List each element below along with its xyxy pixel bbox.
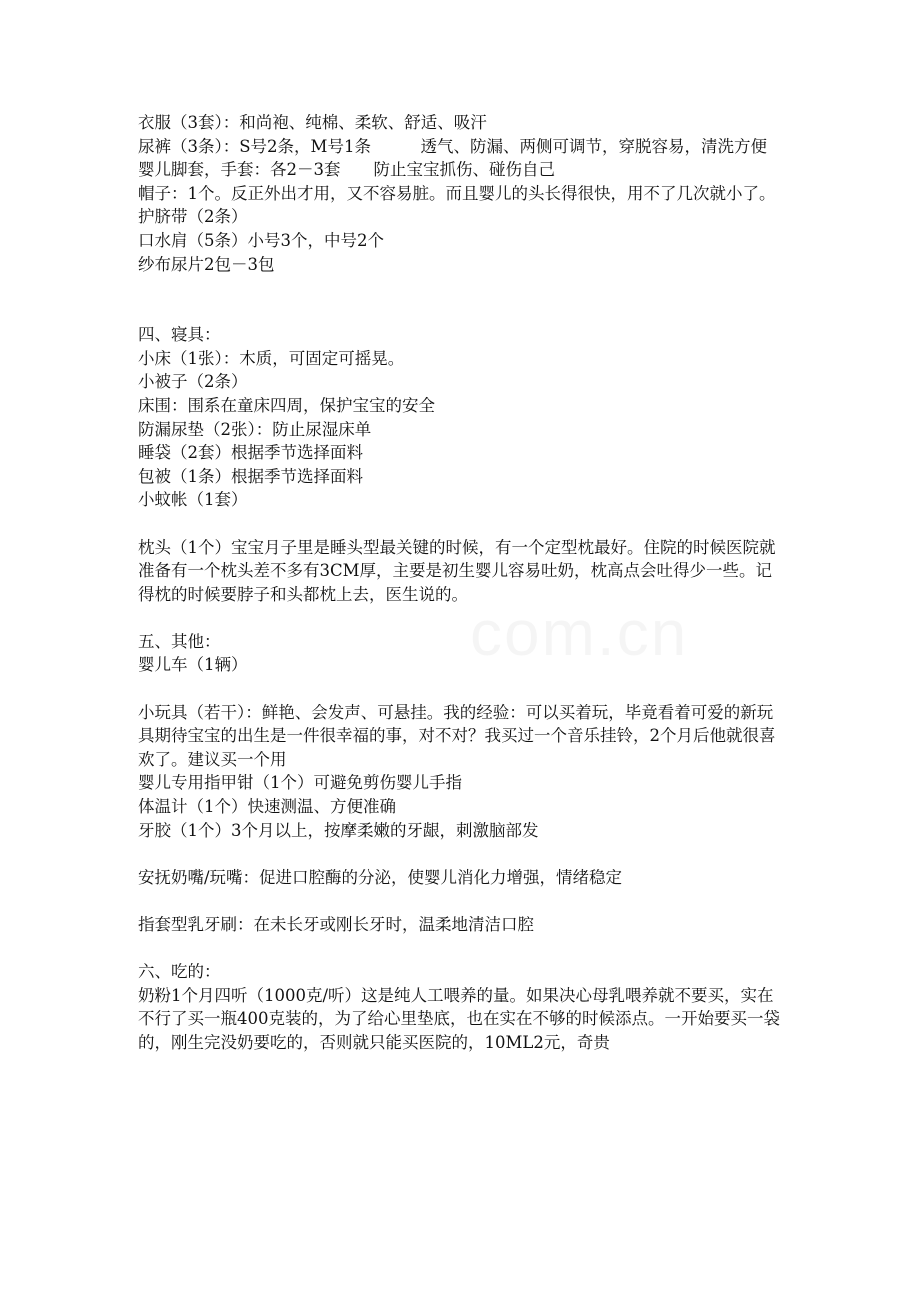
text-line-bibs: 口水肩（5条）小号3个，中号2个 xyxy=(138,230,384,250)
text-line-sleeping-bag: 睡袋（2套）根据季节选择面料 xyxy=(138,443,363,463)
paragraph-formula: 奶粉1个月四听（1000克/听）这是纯人工喂养的量。如果决心母乳喂养就不要买，实在不行了买一瓶400克装的，为了给心里垫底，也在实在不够的时候添点。一开始要买一袋的，刚生完没奶要吃的，否则就只能买医院的，10ML2元，奇贵 xyxy=(138,985,780,1052)
text-line-socks-gloves: 婴儿脚套，手套：各2－3套 防止宝宝抓伤、碰伤自己 xyxy=(138,160,555,180)
paragraph-gap xyxy=(138,276,788,323)
text-line-quilt: 小被子（2条） xyxy=(138,372,248,392)
section-heading-food: 六、吃的： xyxy=(138,962,221,982)
text-line-diapers: 尿裤（3条）：S号2条，M号1条 透气、防漏、两侧可调节，穿脱容易，清洗方便 xyxy=(138,136,767,156)
text-line-swaddle: 包被（1条）根据季节选择面料 xyxy=(138,466,363,486)
paragraph-gap xyxy=(138,889,788,913)
section-heading-bedding: 四、寝具： xyxy=(138,325,221,345)
text-line-bumper: 床围：围系在童床四周，保护宝宝的安全 xyxy=(138,395,435,415)
text-line-toothbrush: 指套型乳牙刷：在未长牙或刚长牙时，温柔地清洁口腔 xyxy=(138,915,534,934)
paragraph-gap xyxy=(138,606,788,630)
text-line-thermometer: 体温计（1个）快速测温、方便准确 xyxy=(138,797,396,817)
text-line-crib: 小床（1张）：木质，可固定可摇晃。 xyxy=(138,348,405,368)
paragraph-gap xyxy=(138,512,788,536)
section-heading-other: 五、其他： xyxy=(138,631,221,651)
paragraph-pillow: 枕头（1个）宝宝月子里是睡头型最关键的时候，有一个定型枕最好。住院的时候医院就准备有一个枕头差不多有3CM厚，主要是初生婴儿容易吐奶，枕高点会吐得少一些。记得枕的时候要脖子和头都枕上去，医生说的。 xyxy=(138,537,776,604)
text-line-clothes: 衣服（3套）：和尚袍、纯棉、柔软、舒适、吸汗 xyxy=(138,113,487,132)
text-line-navel-band: 护脐带（2条） xyxy=(138,207,248,227)
paragraph-gap xyxy=(138,937,788,961)
text-line-mosquito-net: 小蚊帐（1套） xyxy=(138,490,248,510)
text-line-gauze: 纱布尿片2包－3包 xyxy=(138,254,275,274)
text-line-pad: 防漏尿垫（2张）：防止尿湿床单 xyxy=(138,419,372,439)
paragraph-toys: 小玩具（若干）：鲜艳、会发声、可悬挂。我的经验：可以买着玩，毕竟看着可爱的新玩具期待宝宝的出生是一件很幸福的事，对不对？我买过一个音乐挂铃，2个月后他就很喜欢了。建议买一个用 xyxy=(138,702,776,769)
paragraph-gap xyxy=(138,677,788,701)
text-line-stroller: 婴儿车（1辆） xyxy=(138,655,248,675)
text-line-teether: 牙胶（1个）3个月以上，按摩柔嫩的牙龈，刺激脑部发 xyxy=(138,820,539,840)
text-line-nail-clipper: 婴儿专用指甲钳（1个）可避免剪伤婴儿手指 xyxy=(138,773,462,793)
text-line-hat: 帽子：1个。反正外出才用，又不容易脏。而且婴儿的头长得很快，用不了几次就小了。 xyxy=(138,183,776,203)
paragraph-gap xyxy=(138,842,788,866)
document-body xyxy=(138,111,788,1055)
text-line-pacifier: 安抚奶嘴/玩嘴：促进口腔酶的分泌，使婴儿消化力增强，情绪稳定 xyxy=(138,867,623,887)
